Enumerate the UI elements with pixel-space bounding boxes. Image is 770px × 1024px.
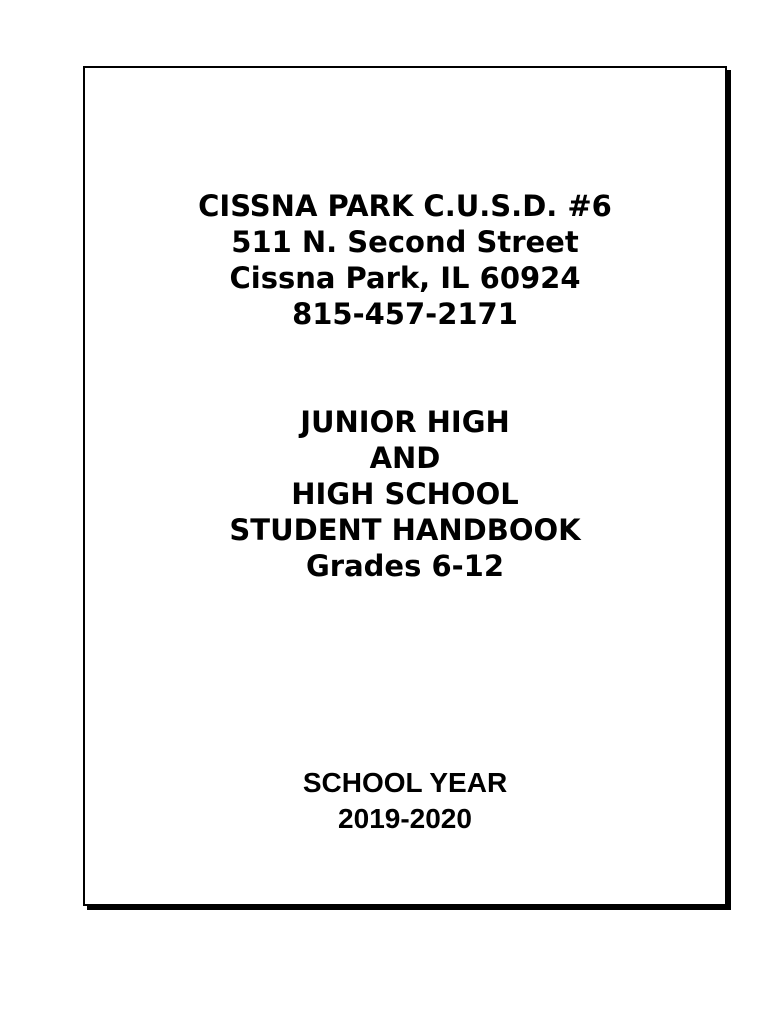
- handbook-grades: Grades 6-12: [305, 549, 505, 583]
- handbook-line-and: AND: [369, 441, 441, 475]
- school-year-label: SCHOOL YEAR: [302, 767, 508, 798]
- district-street: 511 N. Second Street: [231, 225, 579, 259]
- district-name: CISSNA PARK C.U.S.D. #6: [198, 189, 612, 223]
- handbook-line-student-handbook: STUDENT HANDBOOK: [229, 513, 581, 547]
- district-phone: 815-457-2171: [292, 297, 518, 331]
- cover-box: [83, 66, 727, 906]
- school-year-years: 2019-2020: [338, 803, 472, 834]
- district-city: Cissna Park, IL 60924: [229, 261, 581, 295]
- handbook-line-high-school: HIGH SCHOOL: [291, 477, 519, 511]
- handbook-line-junior-high: JUNIOR HIGH: [300, 405, 510, 439]
